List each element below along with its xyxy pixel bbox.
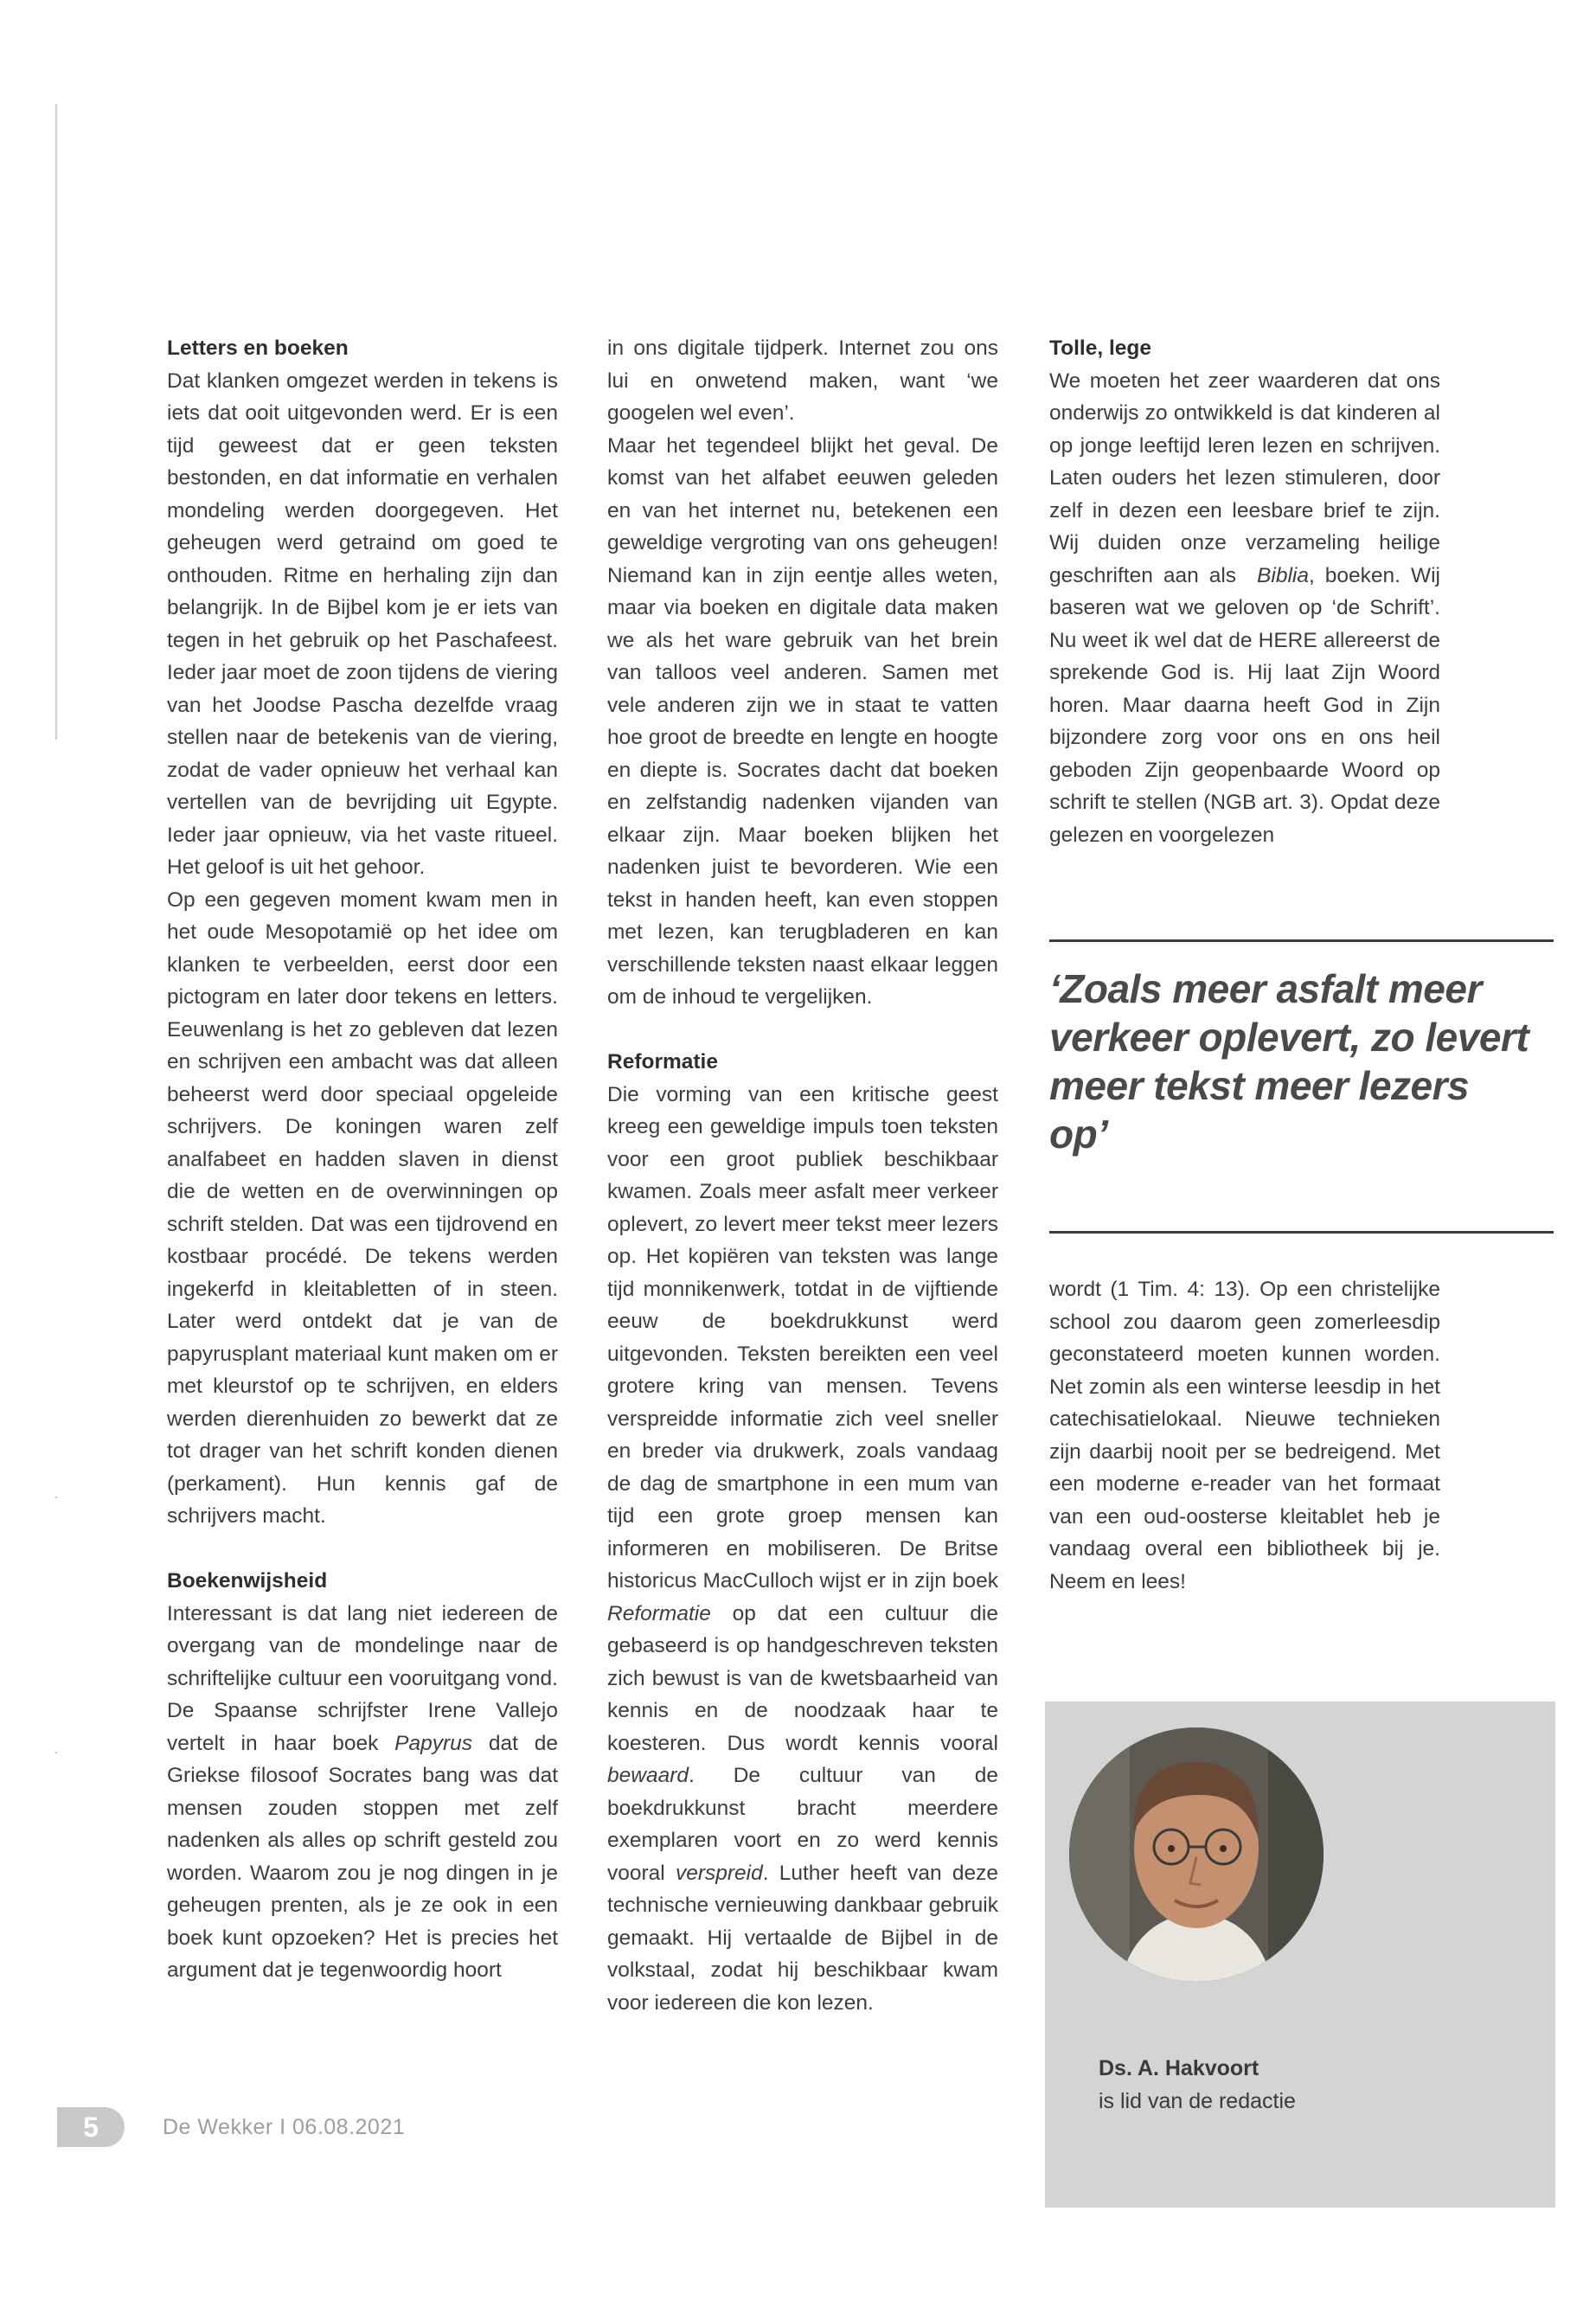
publication-info: De Wekker I 06.08.2021 <box>163 2114 406 2139</box>
margin-speck <box>55 1497 57 1498</box>
section-heading-tolle-lege: Tolle, lege <box>1049 336 1151 360</box>
article-column-3 <box>1049 332 1440 851</box>
page-footer <box>57 2107 405 2147</box>
article-column-3-continued <box>1049 1273 1440 1598</box>
article-column-1 <box>167 332 558 1987</box>
author-box <box>1045 1702 1555 2208</box>
paragraph: wordt (1 Tim. 4: 13). Op een christelijke school zou daarom geen zomerleesdip geconstateerd moeten kunnen worden. Net zomin als een winterse leesdip in het catechisatielokaal. Nieuwe technieken zijn daarbij nooit per se bedreigend. Met een moderne e-reader van het formaat van een oud-oosterse kleitablet heb je vandaag overal een bibliotheek bij je. Neem en lees! <box>1049 1278 1440 1593</box>
section-heading-reformatie: Reformatie <box>607 1050 718 1074</box>
margin-rule <box>55 104 57 740</box>
author-name: Ds. A. Hakvoort <box>1099 2056 1259 2080</box>
pullquote: ‘Zoals meer asfalt meer verkeer oplevert, zo levert meer tekst meer lezers op’ <box>1049 966 1529 1157</box>
section-heading-letters-en-boeken: Letters en boeken <box>167 336 349 360</box>
paragraph: Die vorming van een kritische geest kreeg een geweldige impuls toen teksten voor een groot publiek beschikbaar kwamen. Zoals meer asfalt meer verkeer oplevert, zo levert meer tekst meer lezers op. Het kopiëren van teksten was lange tijd monnikenwerk, totdat in de vijftiende eeuw de boekdrukkunst werd uitgevonden. Teksten bereikten een veel grotere kring van mensen. Tevens verspreidde informatie zich veel sneller en breder via drukwerk, zoals vandaag de dag de smartphone in een mum van tijd een grote groep mensen kan informeren en mobiliseren. De Britse historicus MacCulloch wijst er in zijn boek Reformatie op dat een cultuur die gebaseerd is op handgeschreven teksten zich bewust is van de kwetsbaarheid van kennis en de noodzaak haar te koesteren. Dus wordt kennis vooral bewaard. De cultuur van de boekdrukkunst bracht meerdere exemplaren voort en zo werd kennis vooral verspreid. Luther heeft van deze technische vernieuwing dankbaar gebruik gemaakt. Hij vertaalde de Bijbel in de volkstaal, zodat hij beschikbaar kwam voor iedereen die kon lezen. <box>607 1082 998 2015</box>
page-number: 5 <box>57 2107 125 2147</box>
paragraph: Maar het tegendeel blijkt het geval. De komst van het alfabet eeuwen geleden en van het internet nu, betekenen een geweldige vergroting van ons geheugen! Niemand kan in zijn eentje alles weten, maar via boeken en digitale data maken we als het ware gebruik van het brein van talloos veel anderen. Samen met vele anderen zijn we in staat te vatten hoe groot de breedte en lengte en hoogte en diepte is. Socrates dacht dat boeken en zelfstandig nadenken vijanden van elkaar zijn. Maar boeken blijken het nadenken juist te bevorderen. Wie een tekst in handen heeft, kan even stoppen met lezen, kan terugbladeren en kan verschillende teksten naast elkaar leggen om de inhoud te vergelijken. <box>607 433 998 1009</box>
pullquote-rule-top <box>1049 939 1554 942</box>
section-heading-boekenwijsheid: Boekenwijsheid <box>167 1569 328 1593</box>
paragraph: Dat klanken omgezet werden in tekens is iets dat ooit uitgevonden werd. Er is een tijd geweest dat er geen teksten bestonden, en dat informatie en verhalen mondeling werden doorgegeven. Het geheugen werd getraind om goed te onthouden. Ritme en herhaling zijn dan belangrijk. In de Bijbel kom je er iets van tegen in het gebruik op het Paschafeest. Ieder jaar moet de zoon tijdens de viering van het Joodse Pascha dezelfde vraag stellen naar de betekenis van de viering, zodat de vader opnieuw het verhaal kan vertellen van de bevrijding uit Egypte. Ieder jaar opnieuw, via het vaste ritueel. Het geloof is uit het gehoor. <box>167 369 558 879</box>
paragraph: Interessant is dat lang niet iedereen de overgang van de mondelinge naar de schriftelijke cultuur een vooruitgang vond. De Spaanse schrijfster Irene Vallejo vertelt in haar boek Papyrus dat de Griekse filosoof Socrates bang was dat mensen zouden stoppen met zelf nadenken als alles op schrift gesteld zou worden. Waarom zou je nog dingen in je geheugen prenten, als je ze ook in een boek kunt opzoeken? Het is precies het argument dat je tegenwoordig hoort <box>167 1601 558 1982</box>
author-photo <box>1069 1727 1324 1982</box>
pullquote-rule-bottom <box>1049 1231 1554 1234</box>
paragraph: in ons digitale tijdperk. Internet zou ons lui en onwetend maken, want ‘we googelen wel even’. <box>607 336 998 425</box>
paragraph: Op een gegeven moment kwam men in het oude Mesopotamië op het idee om klanken te verbeelden, eerst door een pictogram en later door tekens en letters. Eeuwenlang is het zo gebleven dat lezen en schrijven een ambacht was dat alleen beheerst werd door speciaal opgeleide schrijvers. De koningen waren zelf analfabeet en hadden slaven in dienst die de wetten en de overwinningen op schrift stelden. Dat was een tijdrovend en kostbaar procédé. De tekens werden ingekerfd in kleitabletten of in steen. Later werd ontdekt dat je van de papyrusplant materiaal kunt maken om er met kleurstof op te schrijven, en elders werden dierenhuiden zo bewerkt dat ze tot drager van het schrift konden dienen (perkament). Hun kennis gaf de schrijvers macht. <box>167 888 558 1528</box>
portrait-illustration <box>1069 1727 1324 1982</box>
article-column-2 <box>607 332 998 2019</box>
author-role: is lid van de redactie <box>1099 2089 1296 2113</box>
margin-speck <box>55 1752 57 1753</box>
paragraph: We moeten het zeer waarderen dat ons onderwijs zo ontwikkeld is dat kinderen al op jonge leeftijd leren lezen en schrijven. Laten ouders het lezen stimuleren, door zelf in dezen een leesbare brief te zijn. Wij duiden onze verzameling heilige geschriften aan als Biblia, boeken. Wij baseren wat we geloven op ‘de Schrift’. Nu weet ik wel dat de HERE allereerst de sprekende God is. Hij laat Zijn Woord horen. Maar daarna heeft God in Zijn bijzondere zorg voor ons en ons heil geboden Zijn geopenbaarde Woord op schrift te stellen (NGB art. 3). Opdat deze gelezen en voorgelezen <box>1049 369 1440 847</box>
